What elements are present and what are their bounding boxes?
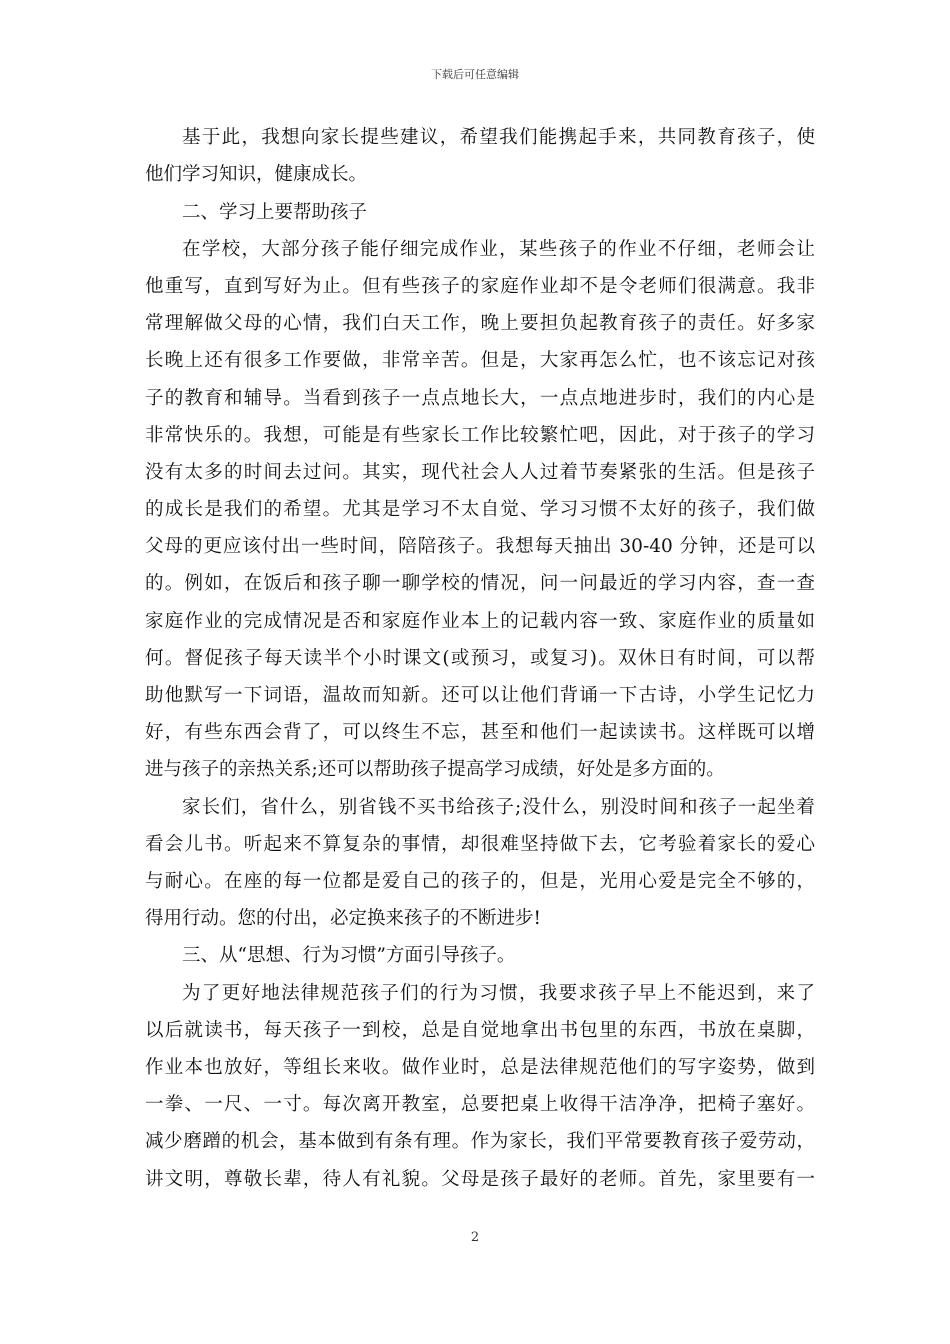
text-line: 作业本也放好，等组长来收。做作业时，总是法律规范他们的写字姿势，做到 [145,1057,815,1078]
text-line: 与耐心。在座的每一位都是爱自己的孩子的，但是，光用心爱是完全不够的， [145,871,815,892]
text-line: 家长们，省什么，别省钱不买书给孩子;没什么，别没时间和孩子一起坐着 [182,797,815,818]
text-line: 没有太多的时间去过问。其实，现代社会人人过着节奏紧张的生活。但是孩子 [145,462,815,483]
text-line: 减少磨蹭的机会，基本做到有条有理。作为家长，我们平常要教育孩子爱劳动， [145,1131,815,1152]
text-line: 非常快乐的。我想，可能是有些家长工作比较繁忙吧，因此，对于孩子的学习 [145,425,815,446]
page-number: 2 [470,1230,480,1245]
text-line: 长晚上还有很多工作要做，非常辛苦。但是，大家再怎么忙，也不该忘记对孩 [145,350,815,371]
text-line: 子的教育和辅导。当看到孩子一点点地长大，一点点地进步时，我们的内心是 [145,388,815,409]
text-line: 好，有些东西会背了，可以终生不忘，甚至和他们一起读读书。这样既可以增 [145,722,815,743]
text-line: 他重写，直到写好为止。但有些孩子的家庭作业却不是令老师们很满意。我非 [145,276,815,297]
text-line: 为了更好地法律规范孩子们的行为习惯，我要求孩子早上不能迟到，来了 [182,983,815,1004]
text-line: 以后就读书，每天孩子一到校，总是自觉地拿出书包里的东西，书放在桌脚， [145,1020,815,1041]
section-heading: 三、从“思想、行为习惯”方面引导孩子。 [182,945,516,966]
text-line: 看会儿书。听起来不算复杂的事情，却很难坚持做下去，它考验着家长的爱心 [145,834,815,855]
text-line: 何。督促孩子每天读半个小时课文(或预习，或复习)。双休日有时间，可以帮 [145,648,815,669]
text-line: 基于此，我想向家长提些建议，希望我们能携起手来，共同教育孩子，使 [182,127,815,148]
text-line: 他们学习知识，健康成长。 [145,164,368,185]
text-line: 得用行动。您的付出，必定换来孩子的不断进步! [145,908,541,929]
text-line: 家庭作业的完成情况是否和家庭作业本上的记载内容一致、家庭作业的质量如 [145,611,815,632]
section-heading: 二、学习上要帮助孩子 [182,202,368,223]
text-line: 在学校，大部分孩子能仔细完成作业，某些孩子的作业不仔细，老师会让 [182,239,815,260]
text-line: 常理解做父母的心情，我们白天工作，晚上要担负起教育孩子的责任。好多家 [145,313,815,334]
text-line: 的。例如，在饭后和孩子聊一聊学校的情况，问一问最近的学习内容，查一查 [145,573,815,594]
text-line: 一拳、一尺、一寸。每次离开教室，总要把桌上收得干洁净净，把椅子塞好。 [145,1094,815,1115]
text-line: 父母的更应该付出一些时间，陪陪孩子。我想每天抽出 30-40 分钟，还是可以 [145,536,815,557]
text-line: 进与孩子的亲热关系;还可以帮助孩子提高学习成绩，好处是多方面的。 [145,759,725,780]
text-line: 的成长是我们的希望。尤其是学习不太自觉、学习习惯不太好的孩子，我们做 [145,499,815,520]
page-header: 下载后可任意编辑 [431,68,519,81]
text-line: 助他默写一下词语，温故而知新。还可以让他们背诵一下古诗，小学生记忆力 [145,685,815,706]
text-line: 讲文明，尊敬长辈，待人有礼貌。父母是孩子最好的老师。首先，家里要有一 [145,1169,815,1190]
